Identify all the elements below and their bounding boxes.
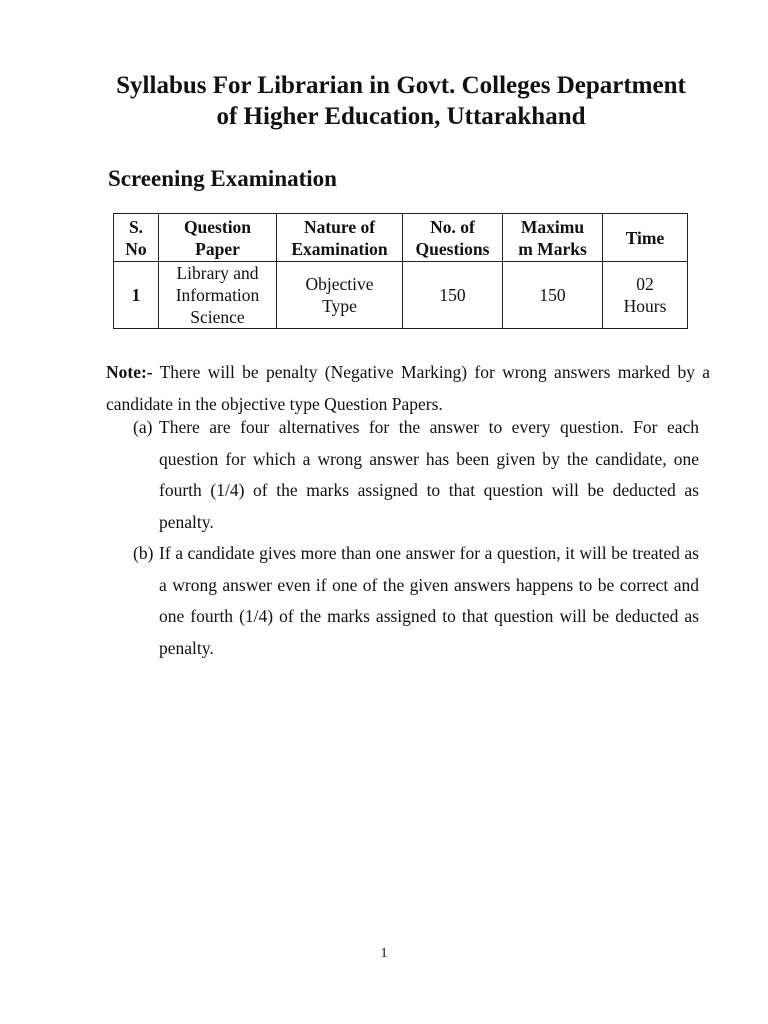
document-title — [60, 70, 742, 132]
cell-maximum-marks: 150 — [503, 262, 603, 329]
header-no-of-questions: No. of Questions — [403, 214, 503, 262]
header-nature-of-examination: Nature of Examination — [277, 214, 403, 262]
cell-sno: 1 — [114, 262, 159, 329]
list-item — [133, 538, 699, 664]
header-maximum-marks: Maximu m Marks — [503, 214, 603, 262]
header-question-paper: Question Paper — [159, 214, 277, 262]
list-item-marker: (a) — [133, 417, 153, 437]
list-item-text: If a candidate gives more than one answer for a question, it will be treated as a wrong answer even if one of the given answers happens to be correct and one fourth (1/4) of the marks assigned to that question will be deducted as penalty. — [159, 543, 699, 658]
title-line-1: Syllabus For Librarian in Govt. Colleges Department — [116, 72, 686, 99]
note-paragraph — [106, 357, 710, 420]
cell-time: 02 Hours — [603, 262, 688, 329]
table-header-row — [114, 214, 688, 262]
page-number: 1 — [380, 946, 388, 961]
cell-question-paper: Library and Information Science — [159, 262, 277, 329]
header-time: Time — [603, 214, 688, 262]
section-heading: Screening Examination — [108, 166, 337, 191]
table-row — [114, 262, 688, 329]
cell-no-of-questions: 150 — [403, 262, 503, 329]
exam-table — [113, 213, 688, 329]
list-item — [133, 412, 699, 538]
note-text: There will be penalty (Negative Marking) for wrong answers marked by a candidate in the objective type Question Papers. — [106, 362, 710, 414]
cell-nature-of-examination: Objective Type — [277, 262, 403, 329]
list-item-marker: (b) — [133, 543, 154, 563]
list-item-text: There are four alternatives for the answer to every question. For each question for which a wrong answer has been given by the candidate, one fourth (1/4) of the marks assigned to that question will be deducted as penalty. — [159, 417, 699, 532]
title-line-2: of Higher Education, Uttarakhand — [216, 103, 586, 130]
note-label: Note:- — [106, 362, 153, 382]
note-list — [133, 412, 699, 664]
header-sno: S. No — [114, 214, 159, 262]
